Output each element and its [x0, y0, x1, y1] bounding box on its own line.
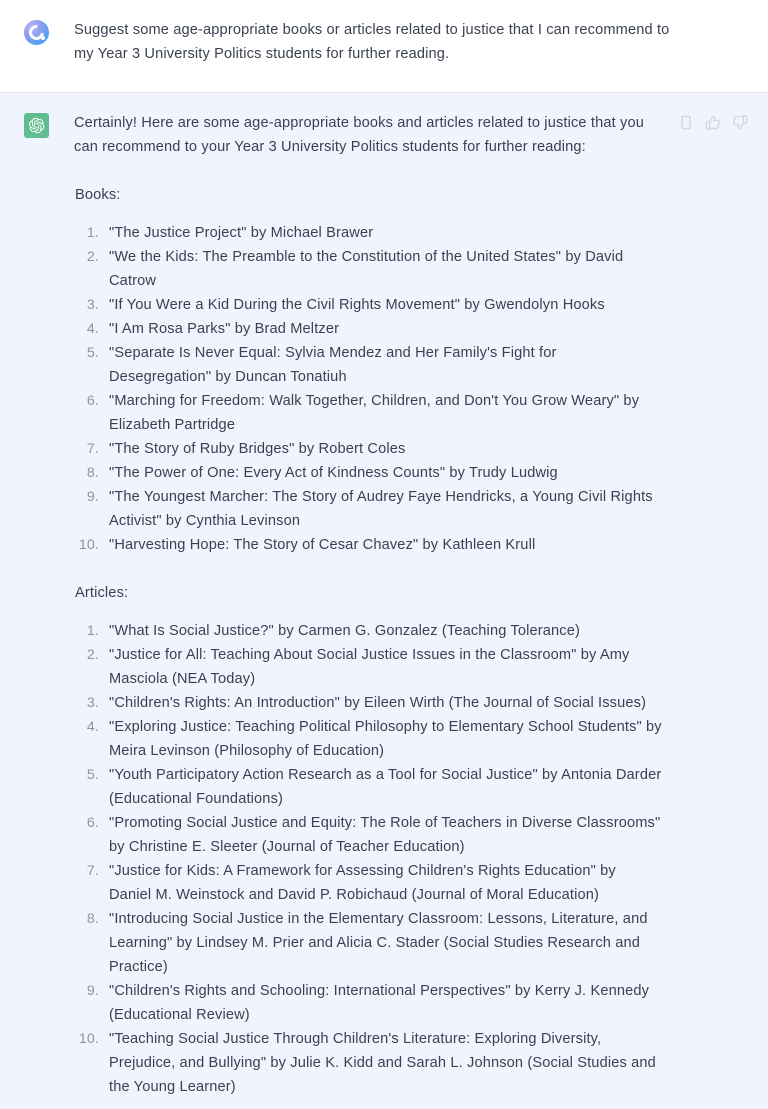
list-item: "The Power of One: Every Act of Kindness Counts" by Trudy Ludwig	[109, 465, 558, 481]
avatar-ring-shape	[26, 22, 47, 43]
user-message-turn	[0, 0, 768, 93]
articles-section-label: Articles:	[75, 585, 129, 601]
list-item: "Introducing Social Justice in the Elementary Classroom: Lessons, Literature, and Learning" by Lindsey M. Prier and Alicia C. Stader (Social Studies Research and Practice)	[109, 911, 648, 975]
user-message-body	[52, 18, 748, 66]
books-list	[74, 221, 662, 557]
list-item: "The Youngest Marcher: The Story of Audrey Faye Hendricks, a Young Civil Rights Activist" by Cynthia Levinson	[109, 489, 653, 529]
list-item: "We the Kids: The Preamble to the Constitution of the United States" by David Catrow	[109, 249, 624, 289]
list-item: "Youth Participatory Action Research as a Tool for Social Justice" by Antonia Darder (Educational Foundations)	[109, 767, 662, 807]
user-gradient-avatar-icon	[24, 20, 49, 45]
copy-icon[interactable]	[678, 114, 694, 131]
list-item: "Exploring Justice: Teaching Political Philosophy to Elementary School Students" by Meira Levinson (Philosophy of Education)	[109, 719, 662, 759]
list-item: "Harvesting Hope: The Story of Cesar Chavez" by Kathleen Krull	[109, 537, 536, 553]
list-item: "Marching for Freedom: Walk Together, Children, and Don't You Grow Weary" by Elizabeth Partridge	[109, 393, 640, 433]
assistant-avatar-column	[24, 111, 52, 138]
list-item: "I Am Rosa Parks" by Brad Meltzer	[109, 321, 340, 337]
message-actions	[670, 111, 748, 131]
list-item: "Children's Rights: An Introduction" by Eileen Wirth (The Journal of Social Issues)	[109, 695, 647, 711]
list-item: "Justice for All: Teaching About Social Justice Issues in the Classroom" by Amy Masciola (NEA Today)	[109, 647, 630, 687]
list-item: "Teaching Social Justice Through Children's Literature: Exploring Diversity, Prejudice, and Bullying" by Julie K. Kidd and Sarah L. Johnson (Social Studies and the Young Learner)	[109, 1031, 656, 1095]
thumbs-up-icon[interactable]	[705, 114, 721, 131]
articles-list	[74, 619, 662, 1099]
assistant-intro-text: Certainly! Here are some age-appropriate books and articles related to justice that you can recommend to your Year 3 University Politics students for further reading:	[74, 115, 644, 155]
list-item: "The Story of Ruby Bridges" by Robert Coles	[109, 441, 406, 457]
assistant-message-turn	[0, 93, 768, 1109]
user-message-text: Suggest some age-appropriate books or articles related to justice that I can recommend to my Year 3 University Politics students for further reading.	[74, 22, 670, 62]
list-item: "Justice for Kids: A Framework for Assessing Children's Rights Education" by Daniel M. Weinstock and David P. Robichaud (Journal of Moral Education)	[109, 863, 616, 903]
assistant-message-body	[52, 111, 670, 1099]
user-avatar-column	[24, 18, 52, 45]
list-item: "Promoting Social Justice and Equity: The Role of Teachers in Diverse Classrooms" by Christine E. Sleeter (Journal of Teacher Education)	[109, 815, 661, 855]
thumbs-down-icon[interactable]	[732, 114, 748, 131]
list-item: "What Is Social Justice?" by Carmen G. Gonzalez (Teaching Tolerance)	[109, 623, 581, 639]
list-item: "Separate Is Never Equal: Sylvia Mendez and Her Family's Fight for Desegregation" by Duncan Tonatiuh	[109, 345, 557, 385]
list-item: "Children's Rights and Schooling: International Perspectives" by Kerry J. Kennedy (Educational Review)	[109, 983, 650, 1023]
list-item: "The Justice Project" by Michael Brawer	[109, 225, 374, 241]
avatar-dot-shape	[41, 36, 45, 40]
list-item: "If You Were a Kid During the Civil Rights Movement" by Gwendolyn Hooks	[109, 297, 605, 313]
books-section-label: Books:	[75, 187, 121, 203]
chatgpt-logo-icon	[24, 113, 49, 138]
